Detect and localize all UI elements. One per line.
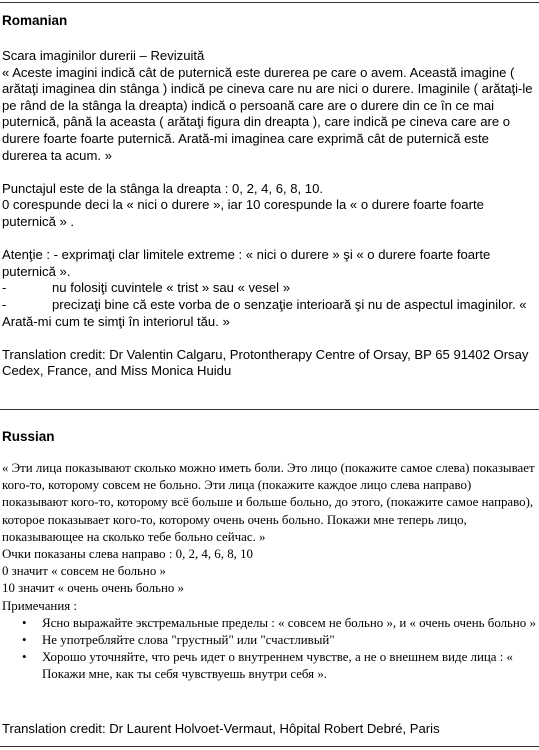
romanian-instructions: « Aceste imagini indică cât de puternică este durerea pe care o avem. Această imagine ( arătaţi imaginea din stânga ) indică pe cineva care nu are nici o durere. Imaginile ( arătaţi-le pe rând de la stânga la dreapta) indică o persoană care are o durere din ce în ce mai puternică, până la aceasta ( arătaţi figura din dreapta ), care indică pe cineva care are o durere foarte foarte puternică. Arată-mi imaginea care exprimă cât de puternică este durerea ta acum. » [2, 64, 533, 163]
russian-ten-meaning: 10 значит « очень очень больно » [2, 581, 185, 596]
russian-section [2, 460, 537, 684]
romanian-heading: Romanian [2, 13, 68, 28]
romanian-note-words-text: nu folosiţi cuvintele « trist » sau « vesel » [52, 280, 290, 296]
russian-notes-label: Примечания : [2, 598, 77, 613]
list-item: • Ясно выражайте экстремальные пределы : « совсем не больно », и « очень очень больно » [2, 615, 537, 632]
romanian-credit: Translation credit: Dr Valentin Calgaru, Protontherapy Centre of Orsay, BP 65 91402 Orsay Cedex, France, and Miss Monica Huidu [2, 346, 529, 379]
romanian-note-words [2, 280, 537, 297]
section-divider [0, 409, 539, 410]
top-divider [0, 2, 539, 3]
list-item: • Хорошо уточняйте, что речь идет о внутреннем чувстве, а не о внешнем виде лица : « Покажи мне, как ты себя чувствуешь внутри себя ». [2, 649, 537, 683]
russian-notes-list [2, 615, 537, 684]
romanian-section [2, 48, 537, 380]
romanian-title: Scara imaginilor durerii – Revizuită [2, 48, 205, 63]
list-item: • Не употребляйте слова "грустный" или "счастливый" [2, 632, 537, 649]
russian-scoring: Очки показаны слева направо : 0, 2, 4, 6, 8, 10 [2, 547, 253, 562]
romanian-note-feeling: - precizaţi bine că este vorba de o senzaţie interioară şi nu de aspectul imaginilor. « Arată-mi cum te simţi în interiorul tău. » [2, 297, 537, 330]
romanian-scoring-meaning: 0 corespunde deci la « nici o durere », iar 10 corespunde la « o durere foarte foarte puternică » . [2, 197, 484, 229]
russian-instructions: « Эти лица показывают сколько можно иметь боли. Это лицо (покажите самое слева) показывает кого-то, которому совсем не больно. Эти лица (покажите каждое лицо слева направо) показывают кого-то, которому всё больше и больше больно, до этого, (покажите самое направо), которое показывает кого-то, которому очень очень больно. Покажи мне теперь лицо, показывающее на сколько тебе больно сейчас. » [2, 461, 535, 544]
bottom-divider [0, 746, 539, 747]
romanian-attention: Atenţie : - exprimaţi clar limitele extreme : « nici o durere » şi « o durere foarte foarte puternică ». [2, 247, 491, 279]
russian-credit: Translation credit: Dr Laurent Holvoet-Vermaut, Hôpital Robert Debré, Paris [2, 721, 440, 736]
russian-heading: Russian [2, 429, 55, 444]
romanian-scoring-range: Punctajul este de la stânga la dreapta : 0, 2, 4, 6, 8, 10. [2, 180, 324, 196]
russian-zero-meaning: 0 значит « совсем не больно » [2, 564, 166, 579]
romanian-note-feeling-text: precizaţi bine că este vorba de o senzaţie interioară şi nu de aspectul imaginilor. « Arată-mi cum te simţi în interiorul tău. » [2, 296, 527, 329]
note-dash: - [2, 280, 7, 296]
